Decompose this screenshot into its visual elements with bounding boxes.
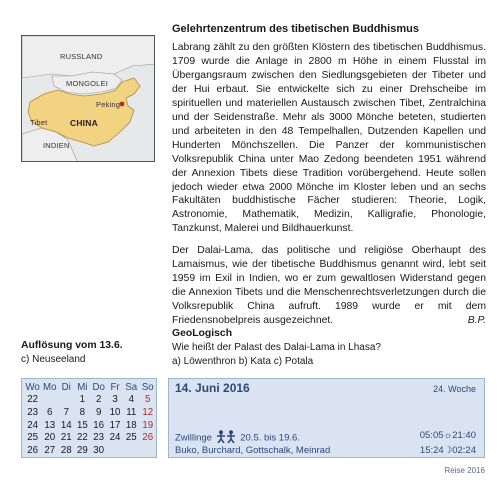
calendar-header-cell: Mi: [77, 381, 88, 393]
day-date: 14. Juni 2016: [175, 381, 250, 395]
article-title: Gelehrtenzentrum des tibetischen Buddhismus: [172, 23, 419, 35]
article-body: [172, 41, 486, 328]
calendar-header-cell: So: [141, 381, 154, 393]
solution-text: c) Neuseeland: [21, 354, 86, 365]
calendar-day: 21: [60, 432, 72, 444]
calendar-day: 8: [79, 406, 86, 418]
calendar-day: 29: [76, 444, 88, 456]
calendar-day: 13: [44, 419, 56, 431]
calendar-day: 19: [142, 419, 154, 431]
calendar-header-cell: Mo: [43, 381, 57, 393]
calendar-table: [24, 381, 156, 457]
calendar-day: 2: [95, 394, 102, 406]
geologisch-title: GeoLogisch: [172, 328, 233, 339]
calendar-week-row: [24, 431, 156, 444]
map-label-russia: RUSSLAND: [60, 52, 103, 61]
locator-map: [21, 35, 155, 162]
calendar-day: [123, 444, 139, 457]
calendar-header-cell: Do: [92, 381, 105, 393]
calendar-day: 22: [76, 432, 88, 444]
calendar-day: 24: [109, 432, 121, 444]
calendar-day: 10: [109, 406, 121, 418]
week-number: 24. Woche: [433, 384, 476, 394]
calendar-week-number: 25: [27, 432, 39, 444]
name-days: Buko, Burchard, Gottschalk, Meinrad: [175, 445, 331, 456]
calendar-day: 12: [142, 406, 154, 418]
calendar-week-number: 24: [27, 419, 39, 431]
calendar-day: 7: [63, 406, 69, 418]
calendar-day: 17: [109, 419, 121, 431]
author-signature: B.P.: [467, 315, 486, 327]
calendar-day: 11: [126, 406, 137, 418]
calendar-header-row: [24, 381, 156, 394]
calendar-day: 4: [128, 394, 134, 406]
calendar-day: 14: [60, 419, 72, 431]
calendar-day: 6: [47, 406, 53, 418]
calendar-day: 28: [60, 444, 72, 456]
geologisch-options: a) Löwenthron b) Kata c) Potala: [172, 356, 314, 367]
calendar-day: 3: [112, 394, 118, 406]
map-label-mongolia: MONGOLEI: [66, 79, 109, 88]
calendar-week-number: 23: [27, 406, 39, 418]
article-paragraph-1: Labrang zählt zu den größten Klöstern des tibetischen Buddhismus. 1709 wurde die Anlage in 2800 m Höhe in einem Flusstal im Übergangsraum zwischen den Siedlungsgebieten der Tibeter und der Hui erbaut. Sie entwickelte sich zu einer Drehscheibe im spirituellen und materiellen Austausch zwischen Tibet, Zentralchina und der Seidenstraße. Mehr als 3000 Mönche beteten, studierten und arbeiteten in den 48 Tempelhallen, Dutzenden Kapellen und Hunderten Mönchszellen. Die Panzer der kommunistischen Volksrepublik China unter Mao Zedong beendeten 1951 während der Annexion Tibets diese Tradition vorübergehend. Heute sollen jedoch wieder etwa 2000 Mönche im Kloster leben und an sechs Fakultäten buddhistische Fächer studieren: Theorie, Logik, Astronomie, Mathematik, Medizin, Kalligrafie, Phonologie, Tanzkunst, Malerei und Bildhauerkunst.: [172, 42, 486, 235]
calendar-day: 26: [142, 432, 154, 444]
calendar-day: 16: [93, 419, 105, 431]
sunrise-sunset: 05:05☼21:40: [419, 430, 476, 441]
article-paragraph-2: [172, 244, 486, 328]
solution-title: Auflösung vom 13.6.: [21, 340, 123, 351]
calendar-day: [58, 394, 74, 407]
moonrise-moonset: 15:24☽02:24: [419, 445, 476, 456]
calendar-day: 30: [93, 444, 105, 456]
gemini-icon: [216, 430, 236, 446]
calendar-day: 9: [95, 406, 102, 418]
calendar-day: 18: [125, 419, 137, 431]
zodiac-sign: Zwillinge: [175, 432, 212, 444]
mini-calendar: [21, 378, 157, 458]
calendar-day: 27: [44, 444, 56, 456]
calendar-day: 5: [145, 394, 151, 406]
calendar-week-row: [24, 444, 156, 457]
map-label-peking: Peking: [96, 100, 121, 109]
footer-label: Reise 2016: [444, 466, 485, 475]
calendar-week-row: [24, 419, 156, 432]
calendar-header-cell: Wo: [25, 381, 40, 393]
calendar-week-number: 22: [27, 394, 39, 406]
calendar-week-number: 26: [27, 444, 39, 456]
calendar-day: 20: [44, 432, 56, 444]
geologisch-question: Wie heißt der Palast des Dalai-Lama in Lhasa?: [172, 342, 381, 353]
article-paragraph-2-text: Der Dalai-Lama, das politische und religiöse Oberhaupt des Lamaismus, wie der tibetische Buddhismus genannt wird, lebt seit 1959 im Exil in Indien, wo er zum gewaltlosen Widerstand gegen die Annexion Tibets und die Menschenrechtsverletzungen durch die Volksrepublik China aufruft. 1989 wurde er mit dem Friedensnobelpreis ausgezeichnet.: [172, 245, 486, 327]
calendar-day: 1: [79, 394, 86, 406]
calendar-header-cell: Di: [61, 381, 71, 393]
calendar-day: 25: [125, 432, 137, 444]
calendar-week-row: [24, 394, 156, 407]
calendar-header-cell: Sa: [125, 381, 138, 393]
calendar-day: [41, 394, 58, 407]
map-label-tibet: Tibet: [30, 118, 48, 127]
calendar-day: [107, 444, 123, 457]
calendar-header-cell: Fr: [110, 381, 120, 393]
calendar-day: [140, 444, 157, 457]
map-label-india: INDIEN: [43, 141, 70, 150]
calendar-day: 23: [93, 432, 105, 444]
map-label-china: CHINA: [70, 118, 98, 128]
calendar-week-row: [24, 406, 156, 419]
day-panel: [168, 378, 485, 458]
calendar-day: 15: [76, 419, 88, 431]
zodiac-row: [175, 430, 300, 446]
zodiac-range: 20.5. bis 19.6.: [240, 432, 300, 444]
